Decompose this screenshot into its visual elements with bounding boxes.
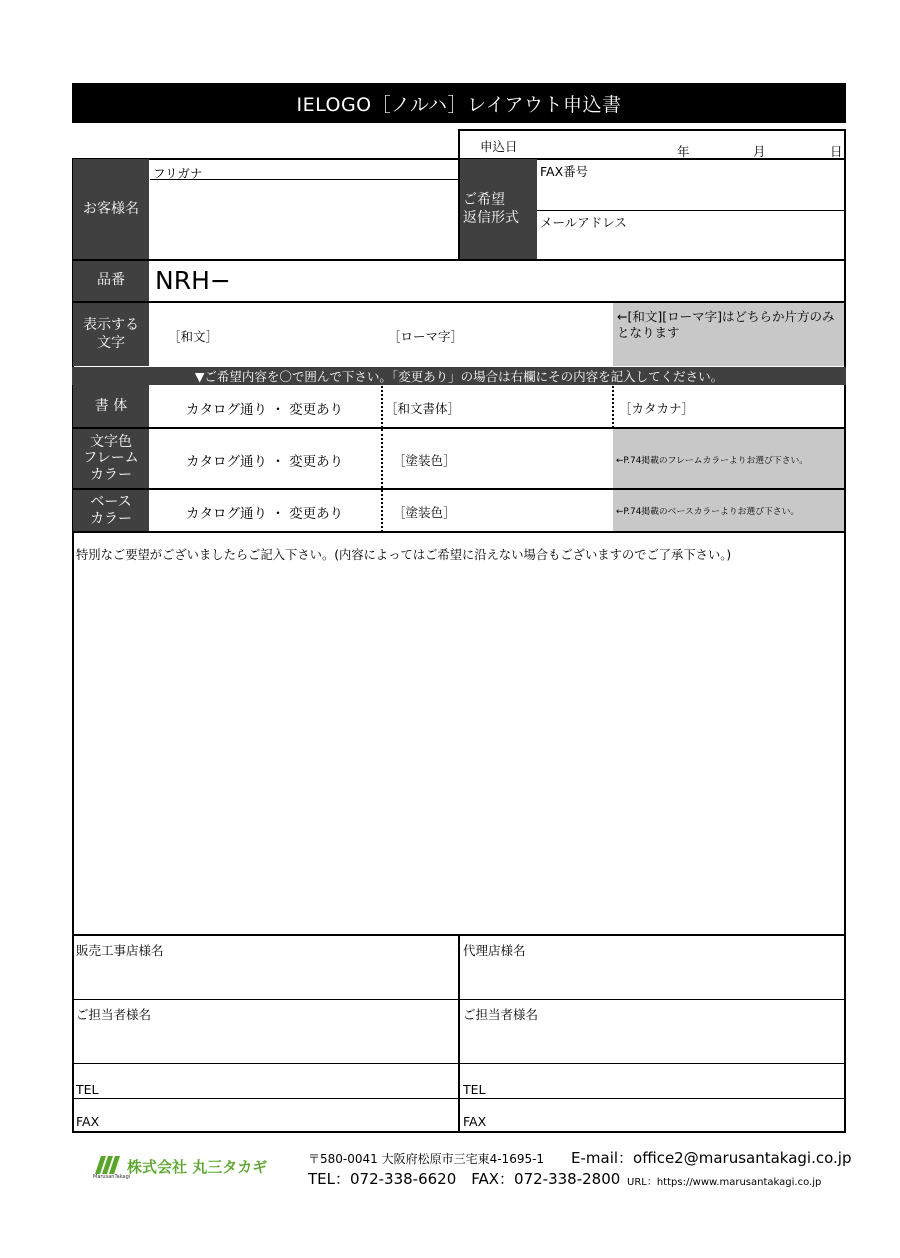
frame-color-label-line3: カラー xyxy=(90,466,132,483)
base-color-label xyxy=(73,490,149,532)
display-text-label-line1: 表示する xyxy=(83,317,139,333)
company-name: 株式会社 丸三タカギ xyxy=(127,1158,268,1176)
font-choice[interactable]: カタログ通り ・ 変更あり xyxy=(186,402,344,418)
reply-label-line1: ご希望 xyxy=(463,192,505,208)
shop-tel-label: TEL xyxy=(76,1082,99,1097)
instruction-banner: ▼ご希望内容を〇で囲んで下さい。「変更あり」の場合は右欄にその内容を記入してください。 xyxy=(72,367,846,385)
shop-person-label: ご担当者様名 xyxy=(76,1007,152,1022)
frame-color-choice[interactable]: カタログ通り ・ 変更あり xyxy=(186,454,344,470)
apply-date-label: 申込日 xyxy=(480,139,518,154)
footer-address: 〒580-0041 大阪府松原市三宅東4-1695-1 xyxy=(308,1152,545,1166)
font-katakana-label: ［カタカナ］ xyxy=(619,401,695,416)
frame-color-label xyxy=(73,429,149,488)
display-text-note-line1: ←[和文][ローマ字]はどちらか片方のみ xyxy=(617,309,835,324)
display-text-label-line2: 文字 xyxy=(97,334,125,351)
customer-furigana-label: フリガナ xyxy=(153,166,203,181)
footer-email[interactable]: E-mail：office2@marusantakagi.co.jp xyxy=(571,1149,852,1167)
form-title: IELOGO［ノルハ］レイアウト申込書 xyxy=(72,83,846,123)
shop-name-label: 販売工事店様名 xyxy=(76,943,164,958)
display-romaji-label: ［ローマ字］ xyxy=(388,329,464,344)
product-value[interactable]: NRH− xyxy=(155,266,231,295)
base-color-label-line2: カラー xyxy=(90,511,132,527)
product-label: 品番 xyxy=(73,261,149,301)
agency-tel-label: TEL xyxy=(463,1082,486,1097)
reply-fax-label: FAX番号 xyxy=(540,164,589,179)
agency-name-label: 代理店様名 xyxy=(463,943,526,958)
frame-color-label-line1: 文字色 xyxy=(90,434,132,451)
base-color-label-line1: ベース xyxy=(90,494,132,511)
apply-date-day: 日 xyxy=(830,144,843,159)
shop-fax-label: FAX xyxy=(76,1114,100,1129)
company-logo xyxy=(93,1152,303,1186)
apply-date-month: 月 xyxy=(753,144,766,159)
font-wabun-label: ［和文書体］ xyxy=(385,401,461,416)
reply-label xyxy=(460,159,537,260)
apply-date-year: 年 xyxy=(677,144,690,159)
frame-color-label-line2: フレーム xyxy=(83,450,139,467)
reply-email-label: メールアドレス xyxy=(540,215,627,230)
special-request-field[interactable] xyxy=(74,565,844,933)
company-logo-mark-icon xyxy=(93,1154,123,1176)
company-logo-sub: MarusanTakagi xyxy=(93,1174,131,1180)
frame-color-paint-label: ［塗装色］ xyxy=(393,453,456,468)
agency-fax-label: FAX xyxy=(463,1114,487,1129)
customer-label: お客様名 xyxy=(73,159,149,260)
display-text-note xyxy=(613,303,844,366)
customer-name-field[interactable] xyxy=(150,181,458,259)
frame-color-note: ←P.74掲載のフレームカラーよりお選び下さい。 xyxy=(613,429,844,489)
reply-label-line2: 返信形式 xyxy=(463,209,519,226)
footer-url[interactable]: URL：https://www.marusantakagi.co.jp xyxy=(627,1177,822,1188)
base-color-choice[interactable]: カタログ通り ・ 変更あり xyxy=(186,506,344,522)
base-color-paint-label: ［塗装色］ xyxy=(393,505,456,520)
font-label: 書 体 xyxy=(73,385,149,428)
display-wabun-label: ［和文］ xyxy=(168,329,219,344)
footer-tel-fax: TEL：072-338-6620 FAX：072-338-2800 xyxy=(308,1170,621,1188)
display-text-label xyxy=(73,303,149,366)
special-request-label: 特別なご要望がございましたらご記入下さい。(内容によってはご希望に沿えない場合もございますのでご了承下さい。) xyxy=(76,548,732,562)
display-text-note-line2: となります xyxy=(617,324,680,340)
base-color-note: ←P.74掲載のベースカラーよりお選び下さい。 xyxy=(613,490,844,531)
agency-person-label: ご担当者様名 xyxy=(463,1007,539,1022)
